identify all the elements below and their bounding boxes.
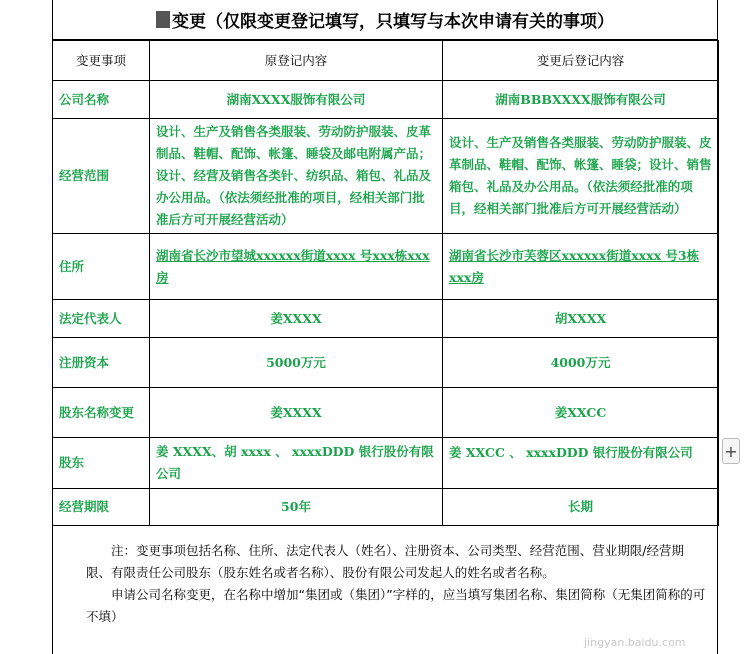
- changed-value: 胡XXXX: [443, 300, 719, 338]
- table-row: [53, 119, 719, 234]
- changed-value: 姜XXCC: [443, 388, 719, 438]
- table-header-row: [53, 41, 719, 81]
- original-value: 50年: [150, 489, 443, 526]
- notes-section: [52, 525, 718, 654]
- row-label: 经营期限: [53, 489, 150, 526]
- original-value: 设计、生产及销售各类服装、劳动防护服装、皮革制品、鞋帽、配饰、帐篷、睡袋及邮电附属产品；设计、经营及销售各类针、纺织品、箱包、礼品及办公用品。（依法须经批准的项目，经相关部门批准后方可开展经营活动）: [150, 119, 443, 234]
- changed-value: 设计、生产及销售各类服装、劳动防护服装、皮革制品、鞋帽、配饰、帐篷、睡袋；设计、销售箱包、礼品及办公用品。（依法须经批准的项目，经相关部门批准后方可开展经营活动）: [443, 119, 719, 234]
- original-value: 湖南省长沙市望城xxxxxx街道xxxx 号xxx栋xxx房: [150, 234, 443, 300]
- add-row-button[interactable]: +: [722, 438, 740, 464]
- note-line-2: 申请公司名称变更，在名称中增加“集团或（集团）”字样的，应当填写集团名称、集团简称（无集团简称的可不填）: [86, 587, 706, 624]
- original-value: 姜XXXX: [150, 388, 443, 438]
- section-title: [52, 0, 718, 40]
- original-value: 姜XXXX: [150, 300, 443, 338]
- row-label: 股东名称变更: [53, 388, 150, 438]
- header-original-content: 原登记内容: [150, 41, 443, 81]
- row-label: 注册资本: [53, 338, 150, 388]
- note-line-1: 注：变更事项包括名称、住所、法定代表人（姓名）、注册资本、公司类型、经营范围、营业期限/经营期限、有限责任公司股东（股东姓名或者名称）、股份有限公司发起人的姓名或者名称。: [86, 543, 684, 580]
- row-label: 住所: [53, 234, 150, 300]
- changed-value: 4000万元: [443, 338, 719, 388]
- original-value: 5000万元: [150, 338, 443, 388]
- original-value: 湖南XXXX服饰有限公司: [150, 81, 443, 119]
- header-changed-content: 变更后登记内容: [443, 41, 719, 81]
- table-row: [53, 300, 719, 338]
- row-label: 股东: [53, 438, 150, 489]
- changed-value: 湖南BBBXXXX服饰有限公司: [443, 81, 719, 119]
- table-row: [53, 81, 719, 119]
- section-title-text: 变更（仅限变更登记填写，只填写与本次申请有关的事项）: [172, 12, 614, 32]
- change-table: [52, 40, 719, 526]
- table-row: [53, 388, 719, 438]
- table-row: [53, 234, 719, 300]
- changed-value: 湖南省长沙市芙蓉区xxxxxx街道xxxx 号3栋xxx房: [443, 234, 719, 300]
- changed-value: 长期: [443, 489, 719, 526]
- table-row: [53, 489, 719, 526]
- table-row: [53, 338, 719, 388]
- watermark: jingyan.baidu.com: [584, 636, 686, 649]
- checkbox-square-icon: [156, 11, 170, 28]
- changed-value: 姜 XXCC 、 xxxxDDD 银行股份有限公司: [443, 438, 719, 489]
- original-value: 姜 XXXX、胡 xxxx 、 xxxxDDD 银行股份有限公司: [150, 438, 443, 489]
- row-label: 法定代表人: [53, 300, 150, 338]
- header-change-item: 变更事项: [53, 41, 150, 81]
- table-row: [53, 438, 719, 489]
- row-label: 公司名称: [53, 81, 150, 119]
- row-label: 经营范围: [53, 119, 150, 234]
